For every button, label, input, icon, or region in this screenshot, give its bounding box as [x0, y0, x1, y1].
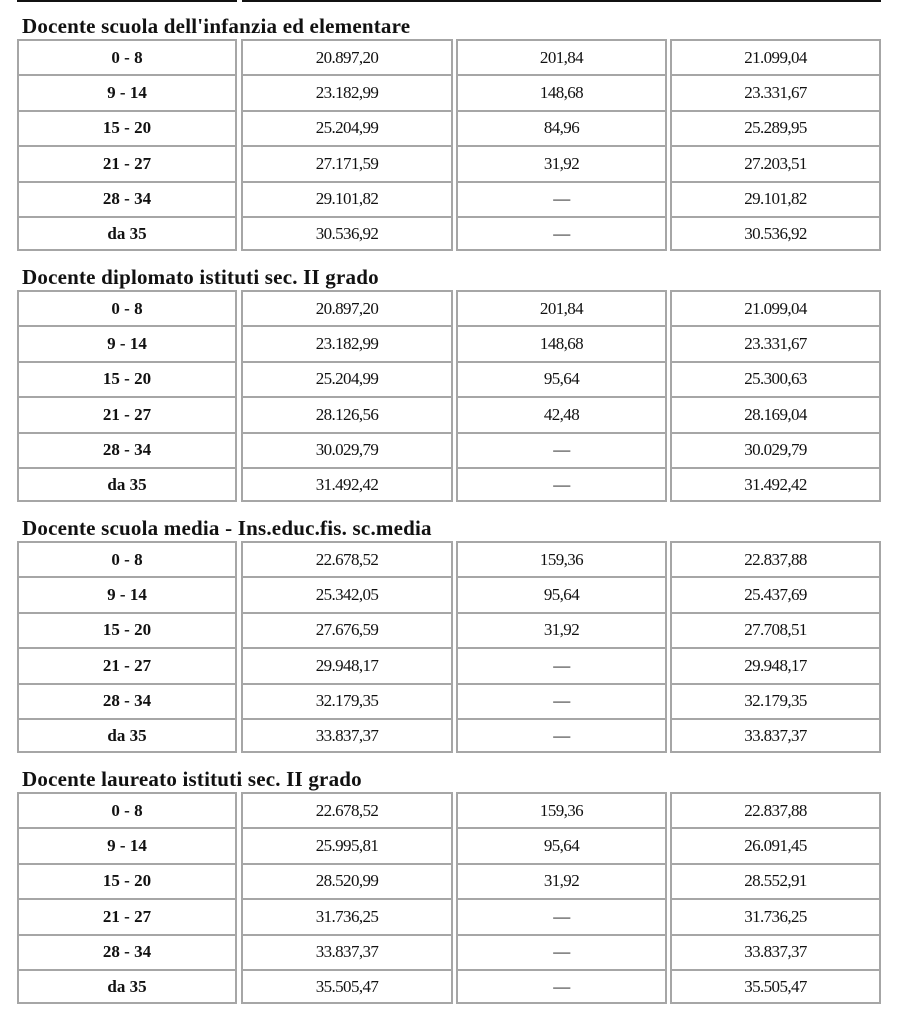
- seniority-band-cell: 21 - 27: [17, 898, 237, 933]
- seniority-band-cell: 0 - 8: [17, 39, 237, 74]
- table-row: [17, 969, 881, 1004]
- base-salary-cell: 33.837,37: [241, 718, 453, 753]
- total-salary-cell: 27.203,51: [670, 145, 881, 180]
- table-row: [17, 290, 881, 325]
- supplement-cell: —: [456, 647, 667, 682]
- top-rule-left: [17, 0, 237, 2]
- base-salary-cell: 25.204,99: [241, 361, 453, 396]
- seniority-band-cell: 21 - 27: [17, 396, 237, 431]
- table-row: [17, 683, 881, 718]
- supplement-cell: —: [456, 934, 667, 969]
- base-salary-cell: 31.736,25: [241, 898, 453, 933]
- supplement-cell: 31,92: [456, 863, 667, 898]
- base-salary-cell: 28.126,56: [241, 396, 453, 431]
- seniority-band-cell: 0 - 8: [17, 290, 237, 325]
- seniority-band-cell: 28 - 34: [17, 432, 237, 467]
- supplement-cell: 95,64: [456, 827, 667, 862]
- table-row: [17, 432, 881, 467]
- supplement-cell: —: [456, 718, 667, 753]
- base-salary-cell: 32.179,35: [241, 683, 453, 718]
- supplement-cell: —: [456, 432, 667, 467]
- total-salary-cell: 30.536,92: [670, 216, 881, 251]
- total-salary-cell: 26.091,45: [670, 827, 881, 862]
- table-row: [17, 827, 881, 862]
- table-row: [17, 39, 881, 74]
- salary-table: [17, 39, 881, 251]
- table-row: [17, 396, 881, 431]
- table-row: [17, 181, 881, 216]
- supplement-cell: 201,84: [456, 290, 667, 325]
- seniority-band-cell: 15 - 20: [17, 612, 237, 647]
- supplement-cell: 95,64: [456, 576, 667, 611]
- seniority-band-cell: 15 - 20: [17, 863, 237, 898]
- base-salary-cell: 33.837,37: [241, 934, 453, 969]
- base-salary-cell: 35.505,47: [241, 969, 453, 1004]
- seniority-band-cell: 28 - 34: [17, 181, 237, 216]
- seniority-band-cell: da 35: [17, 216, 237, 251]
- total-salary-cell: 23.331,67: [670, 74, 881, 109]
- supplement-cell: 201,84: [456, 39, 667, 74]
- seniority-band-cell: 15 - 20: [17, 361, 237, 396]
- table-row: [17, 74, 881, 109]
- total-salary-cell: 31.736,25: [670, 898, 881, 933]
- total-salary-cell: 33.837,37: [670, 934, 881, 969]
- total-salary-cell: 29.101,82: [670, 181, 881, 216]
- table-row: [17, 145, 881, 180]
- base-salary-cell: 22.678,52: [241, 792, 453, 827]
- base-salary-cell: 31.492,42: [241, 467, 453, 502]
- supplement-cell: 148,68: [456, 74, 667, 109]
- supplement-cell: —: [456, 181, 667, 216]
- seniority-band-cell: 28 - 34: [17, 683, 237, 718]
- total-salary-cell: 33.837,37: [670, 718, 881, 753]
- total-salary-cell: 30.029,79: [670, 432, 881, 467]
- seniority-band-cell: da 35: [17, 467, 237, 502]
- seniority-band-cell: 15 - 20: [17, 110, 237, 145]
- total-salary-cell: 25.289,95: [670, 110, 881, 145]
- top-rule-right: [242, 0, 881, 2]
- total-salary-cell: 27.708,51: [670, 612, 881, 647]
- salary-table: [17, 290, 881, 502]
- base-salary-cell: 25.204,99: [241, 110, 453, 145]
- supplement-cell: 31,92: [456, 145, 667, 180]
- table-row: [17, 216, 881, 251]
- table-row: [17, 718, 881, 753]
- total-salary-cell: 28.169,04: [670, 396, 881, 431]
- section-title: Docente laureato istituti sec. II grado: [22, 767, 362, 791]
- total-salary-cell: 35.505,47: [670, 969, 881, 1004]
- base-salary-cell: 22.678,52: [241, 541, 453, 576]
- base-salary-cell: 30.536,92: [241, 216, 453, 251]
- table-row: [17, 934, 881, 969]
- salary-table: [17, 541, 881, 753]
- total-salary-cell: 22.837,88: [670, 792, 881, 827]
- supplement-cell: —: [456, 969, 667, 1004]
- seniority-band-cell: 21 - 27: [17, 145, 237, 180]
- table-row: [17, 647, 881, 682]
- total-salary-cell: 23.331,67: [670, 325, 881, 360]
- seniority-band-cell: 9 - 14: [17, 827, 237, 862]
- total-salary-cell: 22.837,88: [670, 541, 881, 576]
- base-salary-cell: 25.342,05: [241, 576, 453, 611]
- table-row: [17, 612, 881, 647]
- seniority-band-cell: 9 - 14: [17, 74, 237, 109]
- supplement-cell: 159,36: [456, 792, 667, 827]
- base-salary-cell: 25.995,81: [241, 827, 453, 862]
- seniority-band-cell: 9 - 14: [17, 325, 237, 360]
- supplement-cell: 159,36: [456, 541, 667, 576]
- table-row: [17, 863, 881, 898]
- total-salary-cell: 32.179,35: [670, 683, 881, 718]
- base-salary-cell: 28.520,99: [241, 863, 453, 898]
- section-title: Docente scuola dell'infanzia ed elementare: [22, 14, 411, 38]
- base-salary-cell: 30.029,79: [241, 432, 453, 467]
- base-salary-cell: 29.101,82: [241, 181, 453, 216]
- supplement-cell: —: [456, 216, 667, 251]
- seniority-band-cell: 9 - 14: [17, 576, 237, 611]
- table-row: [17, 576, 881, 611]
- table-row: [17, 110, 881, 145]
- section-title: Docente diplomato istituti sec. II grado: [22, 265, 379, 289]
- total-salary-cell: 25.437,69: [670, 576, 881, 611]
- table-row: [17, 898, 881, 933]
- seniority-band-cell: 0 - 8: [17, 792, 237, 827]
- supplement-cell: —: [456, 898, 667, 933]
- supplement-cell: —: [456, 683, 667, 718]
- total-salary-cell: 31.492,42: [670, 467, 881, 502]
- table-row: [17, 541, 881, 576]
- table-row: [17, 792, 881, 827]
- seniority-band-cell: 21 - 27: [17, 647, 237, 682]
- base-salary-cell: 27.171,59: [241, 145, 453, 180]
- seniority-band-cell: 28 - 34: [17, 934, 237, 969]
- base-salary-cell: 23.182,99: [241, 74, 453, 109]
- seniority-band-cell: da 35: [17, 718, 237, 753]
- salary-table: [17, 792, 881, 1004]
- total-salary-cell: 21.099,04: [670, 39, 881, 74]
- base-salary-cell: 23.182,99: [241, 325, 453, 360]
- table-row: [17, 467, 881, 502]
- table-row: [17, 325, 881, 360]
- total-salary-cell: 21.099,04: [670, 290, 881, 325]
- base-salary-cell: 20.897,20: [241, 290, 453, 325]
- supplement-cell: 31,92: [456, 612, 667, 647]
- base-salary-cell: 20.897,20: [241, 39, 453, 74]
- supplement-cell: 84,96: [456, 110, 667, 145]
- total-salary-cell: 25.300,63: [670, 361, 881, 396]
- total-salary-cell: 28.552,91: [670, 863, 881, 898]
- section-title: Docente scuola media - Ins.educ.fis. sc.media: [22, 516, 432, 540]
- supplement-cell: 95,64: [456, 361, 667, 396]
- base-salary-cell: 27.676,59: [241, 612, 453, 647]
- total-salary-cell: 29.948,17: [670, 647, 881, 682]
- seniority-band-cell: 0 - 8: [17, 541, 237, 576]
- supplement-cell: 148,68: [456, 325, 667, 360]
- seniority-band-cell: da 35: [17, 969, 237, 1004]
- supplement-cell: —: [456, 467, 667, 502]
- table-row: [17, 361, 881, 396]
- supplement-cell: 42,48: [456, 396, 667, 431]
- base-salary-cell: 29.948,17: [241, 647, 453, 682]
